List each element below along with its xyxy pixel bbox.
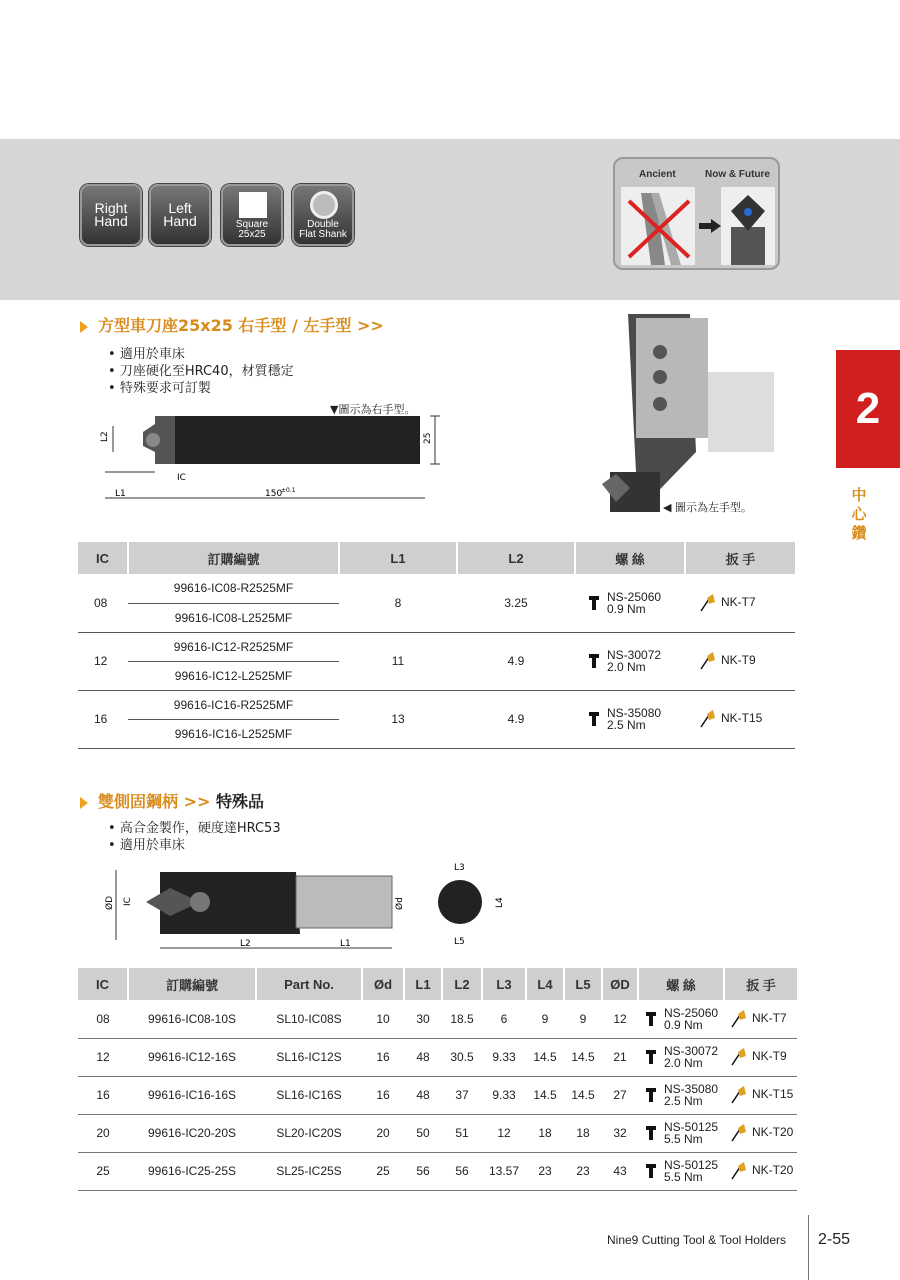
- ic-cell: 25: [78, 1152, 128, 1190]
- col-l3: L3: [482, 968, 526, 1000]
- screw-text: [664, 1159, 718, 1183]
- col-order-no: 訂購編號: [128, 542, 339, 574]
- sleeve-spec-table: [78, 968, 797, 1191]
- icon-label: Left Hand: [163, 200, 197, 229]
- l1-cell: 13: [339, 690, 457, 748]
- circle-shape: [310, 191, 338, 219]
- screw-code: NS-30072: [664, 1044, 719, 1058]
- col-key: 扳 手: [724, 968, 797, 1000]
- screw-code: NS-35080: [607, 706, 662, 720]
- col-screw: 螺 絲: [575, 542, 685, 574]
- ic-cell: 08: [78, 1000, 128, 1038]
- double-flat-shank-icon: [292, 184, 354, 246]
- l4-cell: 18: [526, 1114, 564, 1152]
- bullet-item: • 特殊要求可訂製: [108, 380, 294, 397]
- length-tolerance: ±0.1: [281, 487, 296, 494]
- screw-cell: [638, 1000, 724, 1038]
- l1-dim: L1: [115, 489, 126, 499]
- key-code: NK-T15: [752, 1087, 794, 1102]
- l1-dim: L1: [340, 939, 351, 949]
- bullet-item: • 適用於車床: [108, 346, 294, 363]
- order-code-cell: 99616-IC16-L2525MF: [128, 719, 339, 748]
- key-cell: [685, 632, 795, 690]
- ic-cell: 08: [78, 574, 128, 632]
- icon-label: Double Flat Shank: [299, 219, 347, 240]
- screw-torque: 5.5 Nm: [664, 1132, 703, 1146]
- l2-cell: 4.9: [457, 690, 575, 748]
- left-hand-icon: [149, 184, 211, 246]
- torx-key-icon: [699, 710, 715, 728]
- l1-cell: 30: [404, 1000, 442, 1038]
- od-cell: 32: [602, 1114, 638, 1152]
- ancient-drill-image: [621, 187, 695, 265]
- col-ic: IC: [78, 968, 128, 1000]
- triangle-bullet-icon: [80, 321, 88, 333]
- l5-cell: 23: [564, 1152, 602, 1190]
- sleeve-dimension-diagram: [100, 858, 520, 954]
- section1-bullets: [108, 346, 294, 397]
- screw-code: NS-35080: [664, 1082, 719, 1096]
- screw-icon: [589, 712, 599, 726]
- section2-title-special: 特殊品: [215, 792, 264, 811]
- l1-cell: 11: [339, 632, 457, 690]
- d-cell: 25: [362, 1152, 404, 1190]
- bullet-item: • 刀座硬化至HRC40，材質穩定: [108, 363, 294, 380]
- order-code-cell: 99616-IC08-10S: [128, 1000, 256, 1038]
- torx-key-icon: [730, 1162, 746, 1180]
- chapter-title: 中 心 鑽: [851, 486, 867, 542]
- screw-text: [607, 591, 661, 615]
- col-part-no: Part No.: [256, 968, 362, 1000]
- crossed-drill-icon: [621, 187, 695, 265]
- l2-cell: 18.5: [442, 1000, 482, 1038]
- l2-cell: 4.9: [457, 632, 575, 690]
- torx-key-icon: [699, 652, 715, 670]
- screw-code: NS-50125: [664, 1158, 719, 1172]
- l2-dim: L2: [100, 431, 110, 442]
- order-code-cell: 99616-IC25-25S: [128, 1152, 256, 1190]
- table-header-row: [78, 542, 795, 574]
- table-row: [78, 1114, 797, 1152]
- section1-title-text: 方型車刀座25x25 右手型 / 左手型 >>: [98, 316, 384, 335]
- screw-code: NS-30072: [607, 648, 662, 662]
- screw-text: [664, 1083, 718, 1107]
- key-code: NK-T20: [752, 1163, 794, 1178]
- order-code-cell: 99616-IC16-16S: [128, 1076, 256, 1114]
- l4-cell: 14.5: [526, 1076, 564, 1114]
- torx-key-icon: [730, 1124, 746, 1142]
- l2-cell: 56: [442, 1152, 482, 1190]
- l5-cell: 14.5: [564, 1076, 602, 1114]
- chapter-number: 2: [836, 350, 900, 468]
- col-key: 扳 手: [685, 542, 795, 574]
- l4-dim: L4: [495, 897, 505, 908]
- table-row: [78, 1076, 797, 1114]
- l5-dim: L5: [454, 937, 465, 947]
- torx-key-icon: [730, 1086, 746, 1104]
- d-cell: 20: [362, 1114, 404, 1152]
- key-cell: [685, 690, 795, 748]
- ic-cell: 20: [78, 1114, 128, 1152]
- d-cell: 10: [362, 1000, 404, 1038]
- screw-icon: [646, 1050, 656, 1064]
- screw-text: [664, 1121, 718, 1145]
- key-code: NK-T9: [721, 653, 756, 668]
- od-cell: 43: [602, 1152, 638, 1190]
- future-insert-image: [721, 187, 775, 265]
- od-cell: 27: [602, 1076, 638, 1114]
- l3-cell: 9.33: [482, 1076, 526, 1114]
- key-cell: [724, 1076, 797, 1114]
- col-l2: L2: [457, 542, 575, 574]
- key-cell: [724, 1114, 797, 1152]
- l3-cell: 6: [482, 1000, 526, 1038]
- section2-bullets: [108, 820, 281, 854]
- square-shank-icon: [221, 184, 283, 246]
- screw-code: NS-25060: [664, 1005, 719, 1020]
- section2-title-text: 雙側固鋼柄 >>: [98, 792, 211, 811]
- l4-cell: 23: [526, 1152, 564, 1190]
- screw-torque: 2.0 Nm: [607, 660, 646, 674]
- l3-cell: 12: [482, 1114, 526, 1152]
- col-l4: L4: [526, 968, 564, 1000]
- arrow-right-icon: [699, 219, 721, 233]
- screw-code: NS-25060: [607, 589, 662, 604]
- order-code-cell: 99616-IC12-R2525MF: [128, 632, 339, 661]
- part-no-cell: SL25-IC25S: [256, 1152, 362, 1190]
- d-cell: 16: [362, 1076, 404, 1114]
- ic-cell: 12: [78, 632, 128, 690]
- ic-cell: 12: [78, 1038, 128, 1076]
- col-d: Ød: [362, 968, 404, 1000]
- screw-cell: [638, 1114, 724, 1152]
- screw-torque: 0.9 Nm: [607, 601, 646, 616]
- table-row: [78, 1038, 797, 1076]
- left-hand-note: ◀ 圖示為左手型。: [663, 501, 752, 514]
- ic-cell: 16: [78, 690, 128, 748]
- screw-text: [607, 707, 661, 731]
- l2-cell: 37: [442, 1076, 482, 1114]
- screw-icon: [589, 654, 599, 668]
- col-l5: L5: [564, 968, 602, 1000]
- l3-cell: 13.57: [482, 1152, 526, 1190]
- bullet-item: • 高合金製作，硬度達HRC53: [108, 820, 281, 837]
- l3-cell: 9.33: [482, 1038, 526, 1076]
- section1-title: [80, 313, 384, 336]
- screw-cell: [638, 1038, 724, 1076]
- ancient-vs-future-panel: [613, 157, 780, 270]
- key-cell: [724, 1000, 797, 1038]
- l1-cell: 56: [404, 1152, 442, 1190]
- screw-cell: [575, 574, 685, 632]
- screw-icon: [646, 1164, 656, 1178]
- d-dim: Ød: [395, 897, 405, 910]
- screw-cell: [575, 632, 685, 690]
- l1-cell: 8: [339, 574, 457, 632]
- height-dim: 25: [423, 432, 433, 444]
- key-code: NK-T7: [721, 594, 756, 609]
- screw-torque: 2.5 Nm: [664, 1094, 703, 1108]
- part-no-cell: SL10-IC08S: [256, 1000, 362, 1038]
- key-code: NK-T7: [752, 1010, 787, 1025]
- od-cell: 21: [602, 1038, 638, 1076]
- key-cell: [685, 574, 795, 632]
- torx-key-icon: [699, 594, 715, 612]
- footer-divider: [808, 1215, 809, 1280]
- col-order-no: 訂購編號: [128, 968, 256, 1000]
- bullet-item: • 適用於車床: [108, 837, 281, 854]
- screw-cell: [638, 1152, 724, 1190]
- l4-cell: 14.5: [526, 1038, 564, 1076]
- holder-dimension-diagram: [95, 412, 450, 504]
- col-od: ØD: [602, 968, 638, 1000]
- part-no-cell: SL16-IC16S: [256, 1076, 362, 1114]
- table-row: [78, 632, 795, 661]
- order-code-cell: 99616-IC12-L2525MF: [128, 661, 339, 690]
- screw-torque: 0.9 Nm: [664, 1017, 703, 1032]
- table-row: [78, 574, 795, 603]
- key-code: NK-T20: [752, 1125, 794, 1140]
- l1-cell: 48: [404, 1038, 442, 1076]
- page-number: 2-55: [818, 1231, 851, 1248]
- square-shape: [239, 192, 267, 218]
- key-cell: [724, 1038, 797, 1076]
- icon-label: Square 25x25: [235, 219, 269, 240]
- triangle-bullet-icon: [80, 797, 88, 809]
- screw-cell: [575, 690, 685, 748]
- icon-label: Right Hand: [94, 200, 128, 229]
- section2-title: [80, 789, 264, 812]
- od-cell: 12: [602, 1000, 638, 1038]
- screw-icon: [646, 1012, 656, 1026]
- od-dim: ØD: [105, 895, 115, 910]
- l3-dim: L3: [454, 863, 465, 873]
- order-code-cell: 99616-IC08-R2525MF: [128, 574, 339, 603]
- d-cell: 16: [362, 1038, 404, 1076]
- feature-banner: [0, 139, 900, 300]
- l5-cell: 18: [564, 1114, 602, 1152]
- col-ic: IC: [78, 542, 128, 574]
- table-row: [78, 1152, 797, 1190]
- part-no-cell: SL20-IC20S: [256, 1114, 362, 1152]
- order-code-cell: 99616-IC20-20S: [128, 1114, 256, 1152]
- ancient-label: Ancient: [639, 169, 676, 180]
- future-label: Now & Future: [705, 169, 770, 180]
- l2-dim: L2: [240, 939, 251, 949]
- l2-cell: 3.25: [457, 574, 575, 632]
- torx-key-icon: [730, 1010, 746, 1028]
- sleeve-table-body: [78, 1000, 797, 1190]
- screw-cell: [638, 1076, 724, 1114]
- right-hand-icon: [80, 184, 142, 246]
- table-row: [78, 1000, 797, 1038]
- screw-icon: [646, 1088, 656, 1102]
- table-row: [78, 690, 795, 719]
- length-dim: 150: [265, 489, 283, 499]
- l4-cell: 9: [526, 1000, 564, 1038]
- ic-dim: IC: [123, 897, 133, 906]
- screw-torque: 5.5 Nm: [664, 1170, 703, 1184]
- l5-cell: 9: [564, 1000, 602, 1038]
- torx-key-icon: [730, 1048, 746, 1066]
- screw-icon: [646, 1126, 656, 1140]
- col-l1: L1: [404, 968, 442, 1000]
- l2-cell: 51: [442, 1114, 482, 1152]
- table-header-row: [78, 968, 797, 1000]
- order-code-cell: 99616-IC08-L2525MF: [128, 603, 339, 632]
- ic-dim: IC: [177, 473, 186, 483]
- right-hand-note: ▼圖示為右手型。: [330, 403, 416, 416]
- col-screw: 螺 絲: [638, 968, 724, 1000]
- screw-text: [607, 649, 661, 673]
- screw-torque: 2.5 Nm: [607, 718, 646, 732]
- screw-torque: 2.0 Nm: [664, 1056, 703, 1070]
- screw-text: [664, 1045, 718, 1069]
- part-no-cell: SL16-IC12S: [256, 1038, 362, 1076]
- key-cell: [724, 1152, 797, 1190]
- ic-cell: 16: [78, 1076, 128, 1114]
- key-code: NK-T9: [752, 1049, 787, 1064]
- col-l1: L1: [339, 542, 457, 574]
- col-l2: L2: [442, 968, 482, 1000]
- footer-text: Nine9 Cutting Tool & Tool Holders: [607, 1233, 786, 1247]
- screw-code: NS-50125: [664, 1120, 719, 1134]
- l1-cell: 48: [404, 1076, 442, 1114]
- l1-cell: 50: [404, 1114, 442, 1152]
- l5-cell: 14.5: [564, 1038, 602, 1076]
- order-code-cell: 99616-IC16-R2525MF: [128, 690, 339, 719]
- insert-holder-icon: [721, 187, 775, 265]
- key-code: NK-T15: [721, 711, 763, 726]
- screw-text: [664, 1007, 718, 1031]
- order-code-cell: 99616-IC12-16S: [128, 1038, 256, 1076]
- holder-spec-table: [78, 542, 795, 749]
- screw-icon: [589, 596, 599, 610]
- l2-cell: 30.5: [442, 1038, 482, 1076]
- holder-photo: [600, 312, 780, 522]
